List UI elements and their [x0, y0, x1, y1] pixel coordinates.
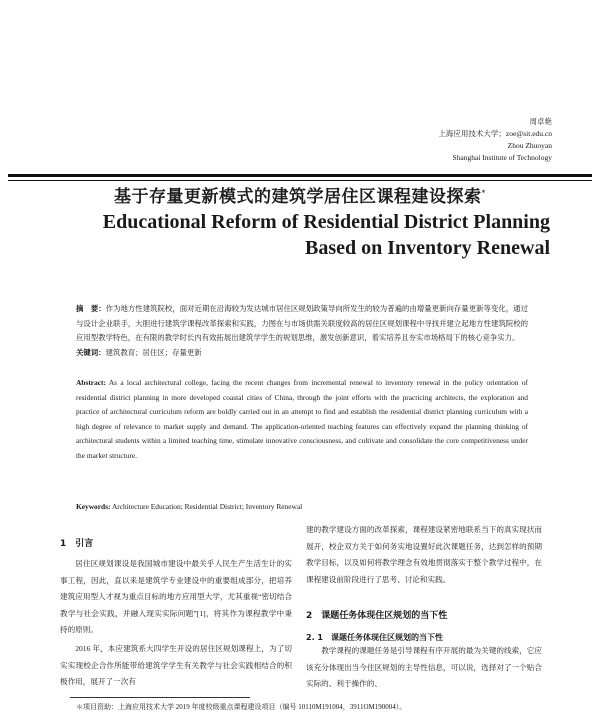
section2-heading: 2 课题任务体现住区规划的当下性: [306, 611, 448, 621]
author-affiliation-en: Shanghai Institute of Technology: [452, 153, 552, 162]
keywords-cn: 建筑教育；居住区；存量更新: [105, 347, 202, 357]
section21-heading: 2. 1 课题任务体现住区规划的当下性: [306, 633, 443, 642]
right-col-p2: 教学课程的课题任务是引导课程有序开展的最为关键的线索，它应该充分体现出当今住区规划的主导性信息，可以说，选择对了一个贴合实际的、利于操作的、: [306, 646, 542, 689]
author-block: [438, 116, 552, 164]
footnote-rule: [70, 697, 250, 698]
right-col-p1: 建的教学建设方面的改革探索，课程建设紧密地联系当下的真实现状而展开，校企双方关于如何务实地设置好此次课题任务，达到怎样的预期教学目标，以及如何将教学理念有效地贯彻落实于整个教学过程中，在课程建设前阶段进行了思考、讨论和实践。: [306, 525, 542, 584]
header-rule-thick: [8, 174, 592, 177]
abstract-en-text: As a local architectural college, facing the recent changes from incremental renewal to inventory renewal in the policy orientation of residential district planning in more developed coastal cities of China, through the joint efforts with the practicing architects, the exploration and practice of architectural curriculum reform are boldly carried out in an attempt to find and establish the residential district planning curriculum with a high degree of relevance to market supply and demand. The application-oriented teaching features can effectively expand the planning thinking of architectural students within a limited teaching time, stimulate innovative consciousness, and cultivate and consolidate the core competitiveness under the market structure.: [76, 378, 528, 460]
section1-p2: 2016 年，本应建筑系大四学生开设的居住区规划课程上，为了切实实现校企合作所能带给建筑学学生有关教学与社会实践相结合的积极作用，展开了一次有: [60, 644, 292, 687]
title-cn: [0, 182, 600, 207]
author-affiliation-cn: 上海应用技术大学；zoe@sit.edu.cn: [438, 129, 552, 138]
title-en-line2: Based on Inventory Renewal: [304, 237, 550, 259]
title-cn-mark: *: [481, 188, 486, 198]
author-name: 周卓艳: [529, 117, 552, 126]
footnote: ＊项目资助：上海应用技术大学 2019 年度校级重点课程建设项目（编号 10110M191004，3911OM190004）。: [76, 703, 407, 711]
abstract-cn: [76, 302, 528, 360]
abstract-cn-text: 作为地方性建筑院校，面对近期在沿海较为发达城市居住区规划政策导向所发生的较为普遍的由增量更新向存量更新等变化，通过与设计企业联手，大胆进行建筑学课程改革探索和实践，力图在与市场供需关联度较高的居住区规划课程中寻找并建立起地方性建筑院校的应用型教学特色，在有限的教学时长内有效拓展出建筑学学生的规划思维，激发创新意识，着实培养且夯实市场格局下的核心竞争实力。: [76, 304, 528, 343]
section1-heading: 1 引言: [60, 539, 94, 549]
keywords-en-label: Keywords:: [76, 502, 111, 511]
keywords-en: Architecture Education; Residential District; Inventory Renewal: [111, 502, 303, 511]
keywords-cn-label: 关键词：: [76, 347, 106, 357]
abstract-cn-label: 摘 要：: [76, 304, 106, 313]
abstract-en: [76, 376, 528, 464]
title-en-line1: Educational Reform of Residential District Planning: [102, 211, 550, 233]
keywords-en-line: [76, 502, 302, 511]
title-cn-text: 基于存量更新模式的建筑学居住区课程建设探索: [114, 187, 482, 207]
header-rule-thin: [8, 180, 592, 181]
section1-p1: 居住区规划课设是我国城市建设中最关乎人民生产生活生计的实事工程，因此，直以来是建筑学专业建设中的重要组成部分，把培养建筑应用型人才视为重点目标的地方应用型大学，尤其重视“密切结合教学与社会实践，并融入现实实际问题”[1]，将其作为课程教学中秉持的原则。: [60, 559, 292, 635]
abstract-en-label: Abstract:: [76, 378, 106, 387]
author-name-en: Zhou Zhuoyan: [507, 141, 552, 150]
